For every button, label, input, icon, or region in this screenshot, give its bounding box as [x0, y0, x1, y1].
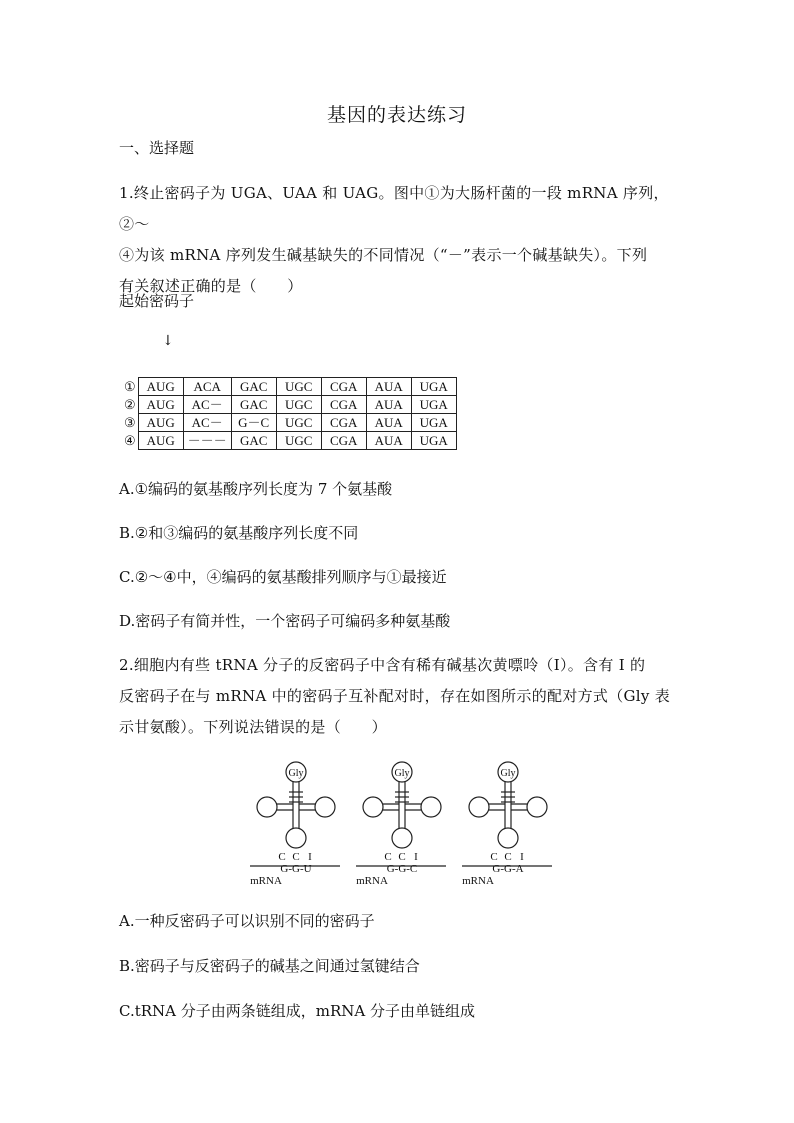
anticodon-base: I	[414, 851, 418, 863]
question-2-option-b[interactable]: B.密码子与反密码子的碱基之间通过氢键结合	[119, 957, 420, 975]
anticodon-loop-circle	[286, 828, 306, 848]
t-loop-circle	[527, 797, 547, 817]
mrna-label: mRNA	[462, 875, 494, 887]
sequence-row-label: ①	[124, 379, 136, 394]
codon-cell: G－C	[231, 414, 276, 432]
codon-cell: UGA	[411, 414, 456, 432]
page-title: 基因的表达练习	[326, 104, 467, 126]
question-1-line: 1.终止密码子为 UGA、UAA 和 UAG。图中①为大肠杆菌的一段 mRNA 序列，②～	[119, 184, 669, 233]
codon-cell: UGC	[276, 414, 321, 432]
codon-cell: AC－	[183, 396, 231, 414]
anticodon-base: I	[520, 851, 524, 863]
sequence-row	[124, 414, 456, 432]
codon-label: G-G-U	[280, 863, 312, 875]
amino-acid-label: Gly	[394, 768, 410, 779]
codon-cell: AUA	[366, 432, 411, 450]
down-arrow-icon: ↓	[162, 333, 174, 349]
question-1-option-a[interactable]: A.①编码的氨基酸序列长度为 7 个氨基酸	[119, 480, 393, 498]
trna-molecule	[250, 762, 340, 887]
t-loop-circle	[315, 797, 335, 817]
question-1-option-b[interactable]: B.②和③编码的氨基酸序列长度不同	[119, 524, 359, 542]
question-1-option-d[interactable]: D.密码子有简并性，一个密码子可编码多种氨基酸	[119, 612, 451, 630]
codon-cell: UGC	[276, 396, 321, 414]
mrna-label: mRNA	[250, 875, 282, 887]
section-heading: 一、选择题	[119, 139, 195, 157]
question-1-line: ④为该 mRNA 序列发生碱基缺失的不同情况（“－”表示一个碱基缺失）。下列	[119, 246, 648, 264]
question-1-stem	[119, 178, 675, 302]
codon-cell: AUG	[138, 378, 183, 396]
anticodon-base: C	[504, 851, 512, 863]
question-2-option-c[interactable]: C.tRNA 分子由两条链组成，mRNA 分子由单链组成	[119, 1002, 476, 1020]
codon-cell: CGA	[321, 378, 366, 396]
codon-cell: CGA	[321, 396, 366, 414]
codon-cell: AUG	[138, 414, 183, 432]
codon-cell: UGA	[411, 396, 456, 414]
sequence-row-label: ③	[124, 415, 136, 430]
sequence-row-label: ②	[124, 397, 136, 412]
question-2-stem	[119, 650, 675, 743]
question-2-option-a[interactable]: A.一种反密码子可以识别不同的密码子	[119, 912, 375, 930]
codon-cell: UGA	[411, 432, 456, 450]
d-loop-circle	[257, 797, 277, 817]
codon-cell: －－－	[183, 432, 231, 450]
codon-cell: CGA	[321, 414, 366, 432]
codon-cell: GAC	[231, 432, 276, 450]
d-loop-circle	[469, 797, 489, 817]
codon-cell: AUA	[366, 414, 411, 432]
question-2-line: 示甘氨酸）。下列说法错误的是（ ）	[119, 718, 387, 736]
trna-molecule	[462, 762, 552, 887]
sequence-row	[124, 378, 456, 396]
codon-cell: AUA	[366, 378, 411, 396]
amino-acid-label: Gly	[288, 768, 304, 779]
codon-cell: GAC	[231, 396, 276, 414]
t-loop-circle	[421, 797, 441, 817]
codon-cell: UGA	[411, 378, 456, 396]
codon-cell: AUG	[138, 432, 183, 450]
sequence-row	[124, 432, 456, 450]
codon-label: G-G-A	[492, 863, 524, 875]
codon-cell: ACA	[183, 378, 231, 396]
codon-cell: AUA	[366, 396, 411, 414]
sequence-row	[124, 396, 456, 414]
anticodon-loop-circle	[498, 828, 518, 848]
anticodon-base: C	[384, 851, 392, 863]
trna-pairing-figure	[240, 758, 560, 890]
codon-cell: UGC	[276, 378, 321, 396]
question-1-line: 有关叙述正确的是（ ）	[119, 277, 303, 295]
question-2-line: 反密码子在与 mRNA 中的密码子互补配对时，存在如图所示的配对方式（Gly 表	[119, 687, 671, 705]
anticodon-base: C	[292, 851, 300, 863]
codon-cell: GAC	[231, 378, 276, 396]
sequence-row-label: ④	[124, 433, 136, 448]
anticodon-base: C	[398, 851, 406, 863]
anticodon-loop-circle	[392, 828, 412, 848]
codon-cell: CGA	[321, 432, 366, 450]
question-1-option-c[interactable]: C.②～④中，④编码的氨基酸排列顺序与①最接近	[119, 568, 447, 586]
codon-cell: UGC	[276, 432, 321, 450]
codon-cell: AC－	[183, 414, 231, 432]
anticodon-base: I	[308, 851, 312, 863]
mrna-sequence-table	[124, 377, 457, 450]
trna-molecule	[356, 762, 446, 887]
start-codon-label: 起始密码子	[119, 292, 195, 310]
question-2-line: 2.细胞内有些 tRNA 分子的反密码子中含有稀有碱基次黄嘌呤（I）。含有 I 的	[119, 656, 646, 674]
anticodon-base: C	[278, 851, 286, 863]
anticodon-base: C	[490, 851, 498, 863]
codon-cell: AUG	[138, 396, 183, 414]
codon-label: G-G-C	[386, 863, 418, 875]
d-loop-circle	[363, 797, 383, 817]
amino-acid-label: Gly	[500, 768, 516, 779]
mrna-label: mRNA	[356, 875, 388, 887]
